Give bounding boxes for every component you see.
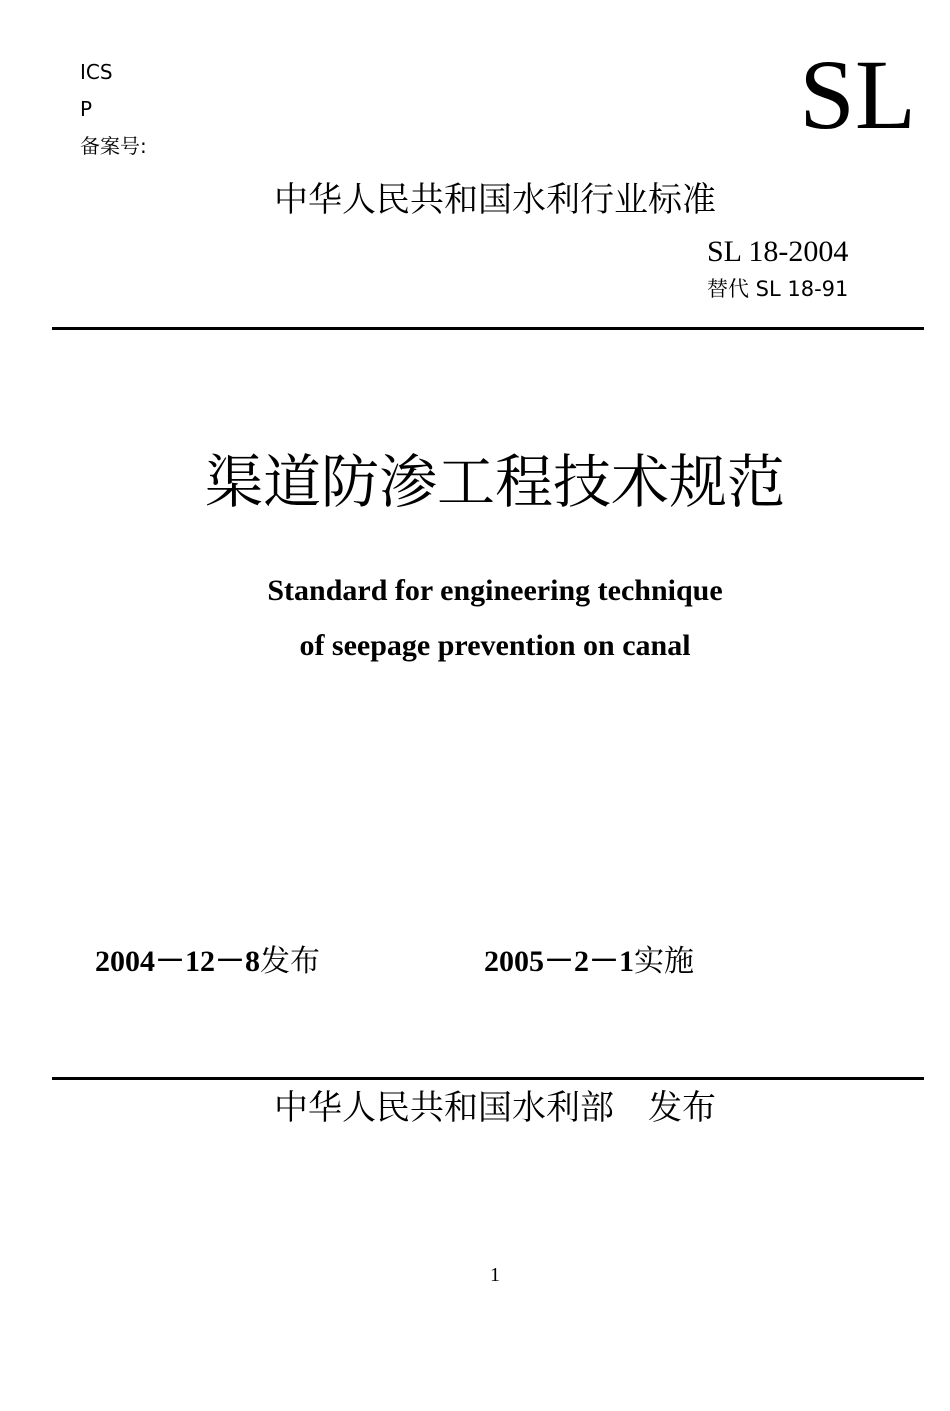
p-code: P [80,97,93,121]
standard-category: 中华人民共和国水利行业标准 [274,180,716,220]
top-divider [52,327,924,330]
sl-logo: SL [799,39,916,150]
bottom-divider [52,1077,924,1080]
page-number: 1 [490,1264,500,1286]
title-english-line1: Standard for engineering technique [267,574,723,607]
standard-number: SL 18-2004 [707,235,849,268]
filing-number: 备案号: [80,134,147,158]
replaces-standard: 替代 SL 18-91 [707,277,849,301]
issue-date [95,942,320,982]
title-english-line2: of seepage prevention on canal [299,629,691,662]
title-chinese: 渠道防渗工程技术规范 [204,448,785,516]
effective-date-value: 2005－2－1 [484,945,634,978]
issuer: 中华人民共和国水利部 发布 [274,1088,716,1128]
issue-date-label: 发布 [260,944,320,979]
effective-date-label: 实施 [634,944,694,979]
issue-date-value: 2004－12－8 [95,945,260,978]
ics-code: ICS [80,60,113,84]
effective-date [484,942,694,982]
